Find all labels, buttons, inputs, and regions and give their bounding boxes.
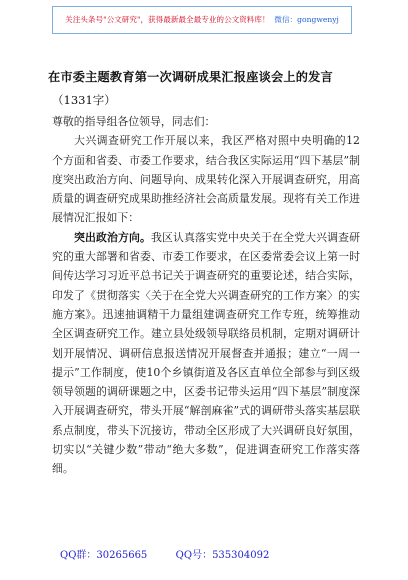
qq-number: QQ号：535304092	[175, 550, 270, 561]
promo-banner	[52, 6, 352, 34]
word-count: （1331字）	[52, 93, 116, 107]
promo-wechat-id: 微信：gongwenyj	[274, 15, 339, 24]
paragraph-political-direction-text: 我区认真落实党中央关于在全党大兴调查研究的重大部署和省委、市委工作要求，在区委常委会议上第一时间传达学习习近平总书记关于调查研究的重要论述，结合实际，印发了《贯彻落实〈关于在全党大兴调查研究的工作方案〉的实施方案》。迅速抽调精干力量组建调查研究工作专班，统筹推动全区调查研究工作。建立县处级领导联络员机制，定期对调研计划开展情况、调研信息报送情况开展督查并通报；建立“一周一提示”工作制度，使10个乡镇街道及各区直单位全部参与到区级领导领题的调研课题之中，区委书记带头运用“四下基层”制度深入开展调查研究，带头开展“解剖麻雀”式的调研带头落实基层联系点制度，带头下沉接访，带动全区形成了大兴调研良好氛围，切实以“关键少数”带动“绝大多数”，促进调查研究工作落实落细。	[52, 230, 360, 476]
salutation: 尊敬的指导组各位领导，同志们：	[52, 115, 216, 128]
contact-footer	[60, 546, 350, 561]
paragraph-political-direction	[52, 228, 360, 479]
promo-banner-text: 关注头条号"公文研究"，获得最新最全最专业的公文资料库！	[65, 15, 270, 24]
document-body	[52, 112, 360, 479]
paragraph-intro: 大兴调查研究工作开展以来，我区严格对照中央明确的12个方面和省委、市委工作要求，结合我区实际运用“四下基层”制度突出政治方向、问题导向、成果转化深入开展调查研究，用高质量的调查研究成果助推经济社会高质量发展。现将有关工作进展情况汇报如下：	[52, 134, 360, 225]
section-heading: 突出政治方向。	[74, 230, 152, 244]
document-title: 在市委主题教育第一次调研成果汇报座谈会上的发言	[48, 70, 333, 84]
qq-group: QQ群：30265665	[60, 550, 148, 561]
